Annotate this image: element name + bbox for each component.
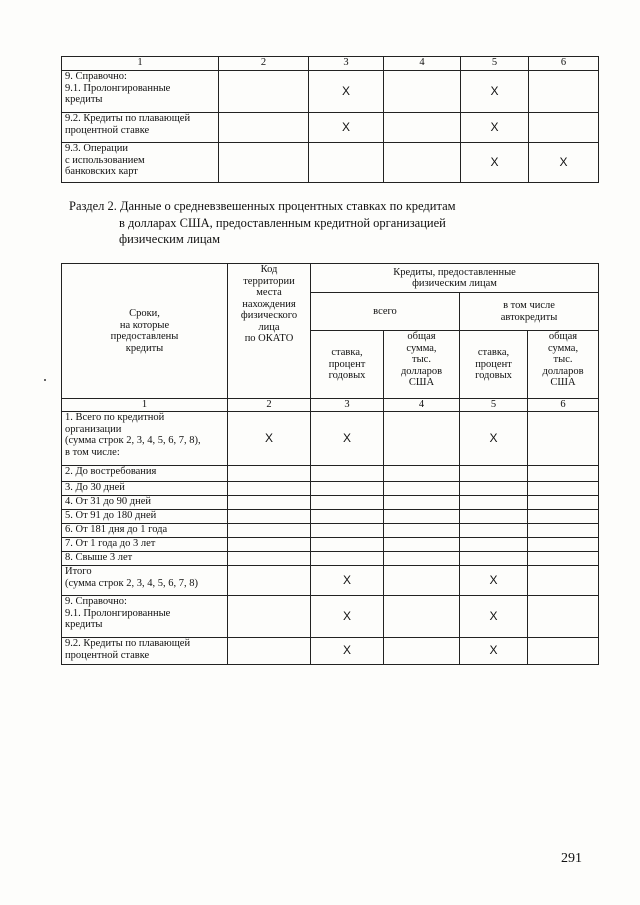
row-label	[62, 143, 219, 183]
table-cell: X	[311, 638, 384, 665]
table-cell	[311, 496, 384, 510]
table-cell	[311, 524, 384, 538]
text-line: ставка,	[331, 347, 363, 359]
table-cell	[311, 482, 384, 496]
text-line: физического	[240, 310, 298, 321]
text-line: 6. От 181 дня до 1 года	[65, 524, 168, 535]
table-row	[62, 412, 599, 466]
header-auto	[460, 293, 599, 331]
page-number: 291	[561, 851, 582, 866]
column-number: 1	[62, 399, 228, 412]
table-cell: X	[461, 113, 529, 143]
table-cell: X	[529, 143, 599, 183]
table-cell	[384, 510, 460, 524]
text-line: 1. Всего по кредитной	[65, 412, 165, 423]
row-label	[62, 538, 228, 552]
table-cell	[528, 466, 599, 482]
text-line: тыс.	[553, 354, 573, 365]
text-line: на которые	[119, 319, 170, 331]
row-label	[62, 596, 228, 638]
table-cell	[528, 524, 599, 538]
text-line: общая	[407, 331, 436, 342]
text-line: 8. Свыше 3 лет	[65, 552, 133, 563]
column-number: 5	[461, 57, 529, 71]
table-cell	[228, 552, 311, 566]
text-line: 3. До 30 дней	[65, 482, 125, 493]
text-line: Сроки,	[129, 308, 160, 319]
table-cell	[228, 638, 311, 665]
text-line: 9.1. Пролонгированные	[65, 607, 171, 619]
text-line: банковских карт	[65, 166, 138, 177]
table-cell	[311, 552, 384, 566]
text-line: места	[256, 287, 282, 298]
table-row	[62, 510, 599, 524]
text-line: автокредиты	[500, 311, 558, 323]
text-line: 4. От 31 до 90 дней	[65, 496, 152, 507]
table-cell: X	[460, 638, 528, 665]
text-line: предоставлены	[110, 331, 179, 342]
table-row	[62, 496, 599, 510]
table-cell	[460, 466, 528, 482]
text-line: 7. От 1 года до 3 лет	[65, 538, 156, 549]
table-cell	[528, 412, 599, 466]
text-line: 5. От 91 до 180 дней	[65, 510, 157, 521]
header-terms	[62, 264, 228, 399]
row-label	[62, 524, 228, 538]
table-row	[62, 143, 599, 183]
text-line: США	[550, 377, 576, 388]
table-cell	[228, 482, 311, 496]
table-cell	[528, 510, 599, 524]
table-cell	[309, 143, 384, 183]
table-cell	[228, 524, 311, 538]
table-cell	[219, 71, 309, 113]
table-cell	[528, 638, 599, 665]
section-title	[69, 198, 456, 248]
text-line: кредиты	[65, 619, 103, 630]
column-number: 1	[62, 57, 219, 71]
table-cell	[384, 538, 460, 552]
text-line: долларов	[542, 365, 584, 377]
table-cell	[460, 538, 528, 552]
row-label	[62, 412, 228, 466]
column-number: 6	[528, 399, 599, 412]
table-cell	[384, 143, 461, 183]
column-number: 5	[460, 399, 528, 412]
table-cell	[384, 482, 460, 496]
text-line: организации	[65, 423, 122, 435]
table-row	[62, 466, 599, 482]
text-line: 9. Справочно:	[65, 596, 127, 607]
column-number: 6	[529, 57, 599, 71]
text-line: по ОКАТО	[244, 333, 294, 344]
table-cell	[384, 566, 460, 596]
table-cell	[460, 482, 528, 496]
column-number: 3	[309, 57, 384, 71]
table-cell: X	[309, 113, 384, 143]
header-group	[311, 264, 599, 293]
column-number: 2	[219, 57, 309, 71]
table-cell	[219, 143, 309, 183]
text-line: Кредиты, предоставленные	[393, 266, 516, 278]
table-cell	[311, 510, 384, 524]
table-cell	[228, 566, 311, 596]
text-line: процент	[328, 358, 366, 370]
row-label	[62, 510, 228, 524]
header-okato	[228, 264, 311, 399]
section-title-line-1: Раздел 2. Данные о средневзвешенных процентных ставках по кредитам	[69, 199, 456, 213]
text-line: тыс.	[412, 354, 431, 365]
table-row	[62, 524, 599, 538]
table-row	[62, 566, 599, 596]
table-cell	[460, 496, 528, 510]
text-line: кредиты	[125, 342, 164, 354]
text-line: сумма,	[547, 342, 579, 354]
text-line: процентной ставке	[65, 124, 150, 136]
table-row	[62, 71, 599, 113]
table-cell: X	[311, 596, 384, 638]
row-label	[62, 566, 228, 596]
header-sum	[384, 331, 460, 399]
text-line: в том числе	[503, 300, 555, 311]
header-rate	[311, 331, 384, 399]
table-row	[62, 113, 599, 143]
table-cell	[460, 524, 528, 538]
table-row	[62, 596, 599, 638]
text-line: 9.2. Кредиты по плавающей	[65, 638, 191, 649]
header-rate-auto	[460, 331, 528, 399]
text-line: нахождения	[242, 298, 296, 310]
table-cell: X	[461, 71, 529, 113]
row-label	[62, 496, 228, 510]
table-row	[62, 638, 599, 665]
table-cell	[528, 538, 599, 552]
text-line: в том числе:	[65, 446, 120, 458]
table-cell	[528, 482, 599, 496]
table-cell: X	[460, 566, 528, 596]
table-cell	[228, 538, 311, 552]
continuation-table	[61, 56, 599, 183]
text-line: 9.2. Кредиты по плавающей	[65, 113, 191, 124]
text-line: сумма,	[406, 342, 437, 354]
text-line: Код	[260, 264, 278, 275]
table-cell	[460, 510, 528, 524]
table-row	[62, 552, 599, 566]
table-cell: X	[311, 412, 384, 466]
table-cell	[384, 113, 461, 143]
text-line: Итого	[65, 566, 92, 577]
text-line: процентной ставке	[65, 649, 150, 661]
table-cell	[528, 552, 599, 566]
row-label	[62, 482, 228, 496]
column-number: 4	[384, 399, 460, 412]
header-all: всего	[311, 293, 460, 331]
table-cell	[528, 596, 599, 638]
table-cell	[528, 496, 599, 510]
text-line: (сумма строк 2, 3, 4, 5, 6, 7, 8)	[65, 577, 198, 589]
table-cell	[528, 566, 599, 596]
table-cell	[311, 466, 384, 482]
table-cell: X	[461, 143, 529, 183]
table-cell	[228, 466, 311, 482]
table-cell: X	[460, 596, 528, 638]
row-label	[62, 552, 228, 566]
table-cell	[384, 552, 460, 566]
column-number: 3	[311, 399, 384, 412]
text-line: процент	[475, 358, 512, 370]
table-cell	[228, 510, 311, 524]
text-line: (сумма строк 2, 3, 4, 5, 6, 7, 8),	[65, 435, 201, 446]
column-number: 4	[384, 57, 461, 71]
table-cell	[384, 524, 460, 538]
text-line: физическим лицам	[412, 278, 497, 289]
table-cell	[529, 71, 599, 113]
text-line: лица	[258, 321, 280, 333]
text-line: территории	[243, 275, 295, 287]
row-label	[62, 638, 228, 665]
column-number: 2	[228, 399, 311, 412]
text-line: кредиты	[65, 94, 103, 105]
table-row	[62, 538, 599, 552]
text-line: с использованием	[65, 154, 145, 166]
text-line: 9.3. Операции	[65, 143, 129, 154]
table-cell	[384, 596, 460, 638]
table-cell	[460, 552, 528, 566]
table-cell	[228, 596, 311, 638]
table-cell	[384, 496, 460, 510]
row-label	[62, 466, 228, 482]
table-cell: X	[309, 71, 384, 113]
section-title-line-2: в долларах США, предоставленным кредитной организацией	[119, 215, 446, 230]
table-cell	[311, 538, 384, 552]
table-cell	[219, 113, 309, 143]
text-line: ставка,	[477, 347, 510, 359]
text-line: 2. До востребования	[65, 466, 157, 477]
text-line: общая	[548, 331, 578, 342]
header-sum-auto	[528, 331, 599, 399]
text-line: 9. Справочно:	[65, 71, 127, 82]
interest-rates-table	[61, 263, 599, 665]
table-row	[62, 482, 599, 496]
text-line: годовых	[328, 370, 366, 382]
column-number-row	[62, 399, 599, 412]
table-cell: X	[460, 412, 528, 466]
table-cell	[384, 412, 460, 466]
table-cell	[384, 466, 460, 482]
table-cell: X	[311, 566, 384, 596]
table-cell	[384, 638, 460, 665]
column-number-row	[62, 57, 599, 71]
table-cell	[384, 71, 461, 113]
row-label	[62, 113, 219, 143]
text-line: 9.1. Пролонгированные	[65, 82, 171, 94]
row-label	[62, 71, 219, 113]
text-line: долларов	[400, 365, 443, 377]
table-cell	[529, 113, 599, 143]
section-title-line-3: физическим лицам	[119, 232, 220, 246]
text-line: США	[408, 377, 435, 388]
table-cell	[228, 496, 311, 510]
stray-mark	[44, 379, 46, 381]
table-cell: X	[228, 412, 311, 466]
text-line: годовых	[475, 370, 512, 382]
